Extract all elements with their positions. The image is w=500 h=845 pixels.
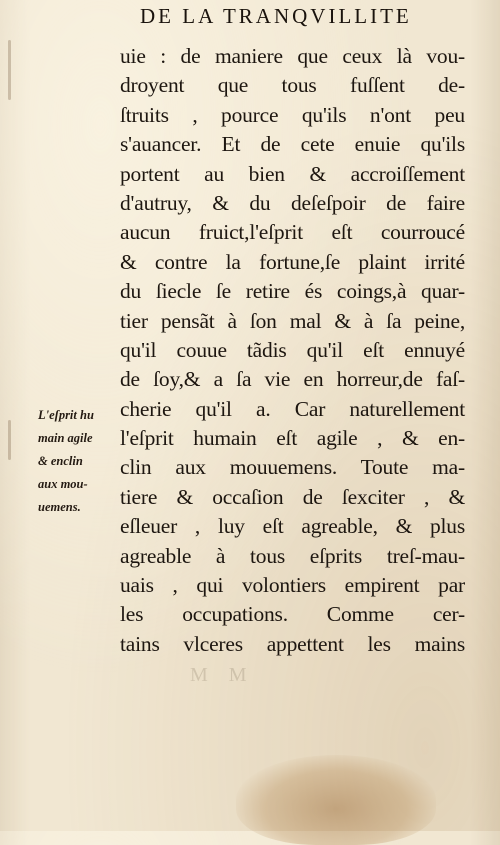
- text-line: tier pensãt à ſon mal & à ſa peine,: [120, 308, 465, 333]
- margin-note-line: L'eſprit hu: [38, 408, 94, 422]
- body-text: [120, 42, 465, 659]
- text-line: droyent que tous fuſſent de-: [120, 73, 465, 98]
- margin-note-line: aux mou-: [38, 477, 88, 491]
- text-line: eſleuer , luy eſt agreable, & plus: [120, 514, 465, 539]
- text-line: & contre la fortune,ſe plaint irrité: [120, 249, 465, 274]
- margin-note-line: uemens.: [38, 500, 81, 514]
- bleed-through-text: M M: [190, 664, 255, 686]
- text-line: tiere & occaſion de ſexciter , &: [120, 484, 465, 509]
- text-line: d'autruy, & du deſeſpoir de faire: [120, 190, 465, 215]
- page-edge-mark: [8, 40, 11, 100]
- margin-note: [38, 404, 118, 519]
- text-line: uais , qui volontiers empirent par: [120, 573, 465, 598]
- text-line: clin aux mouuemens. Toute ma-: [120, 455, 465, 480]
- page-edge-mark: [8, 420, 11, 460]
- water-stain: [236, 755, 436, 845]
- running-head: DE LA TRANQVILLITE: [140, 4, 412, 28]
- text-line: du ſiecle ſe retire és coings,à quar-: [120, 279, 465, 304]
- margin-note-line: & enclin: [38, 454, 83, 468]
- text-line: l'eſprit humain eſt agile , & en-: [120, 426, 465, 451]
- text-line: portent au bien & accroiſſement: [120, 161, 465, 186]
- text-line: les occupations. Comme cer-: [120, 602, 465, 627]
- text-line: de ſoy,& a ſa vie en horreur,de faſ-: [120, 367, 465, 392]
- text-line: cherie qu'il a. Car naturellement: [120, 396, 465, 421]
- text-line: agreable à tous eſprits treſ-mau-: [120, 543, 465, 568]
- text-line: tains vlceres appettent les mains: [120, 631, 465, 656]
- text-line: aucun fruict,l'eſprit eſt courroucé: [120, 220, 465, 245]
- text-line: uie : de maniere que ceux là vou-: [120, 44, 465, 68]
- margin-note-line: main agile: [38, 431, 93, 445]
- text-line: ſtruits , pource qu'ils n'ont peu: [120, 102, 465, 127]
- text-line: s'auancer. Et de cete enuie qu'ils: [120, 132, 465, 157]
- text-line: qu'il couue tãdis qu'il eſt ennuyé: [120, 337, 465, 362]
